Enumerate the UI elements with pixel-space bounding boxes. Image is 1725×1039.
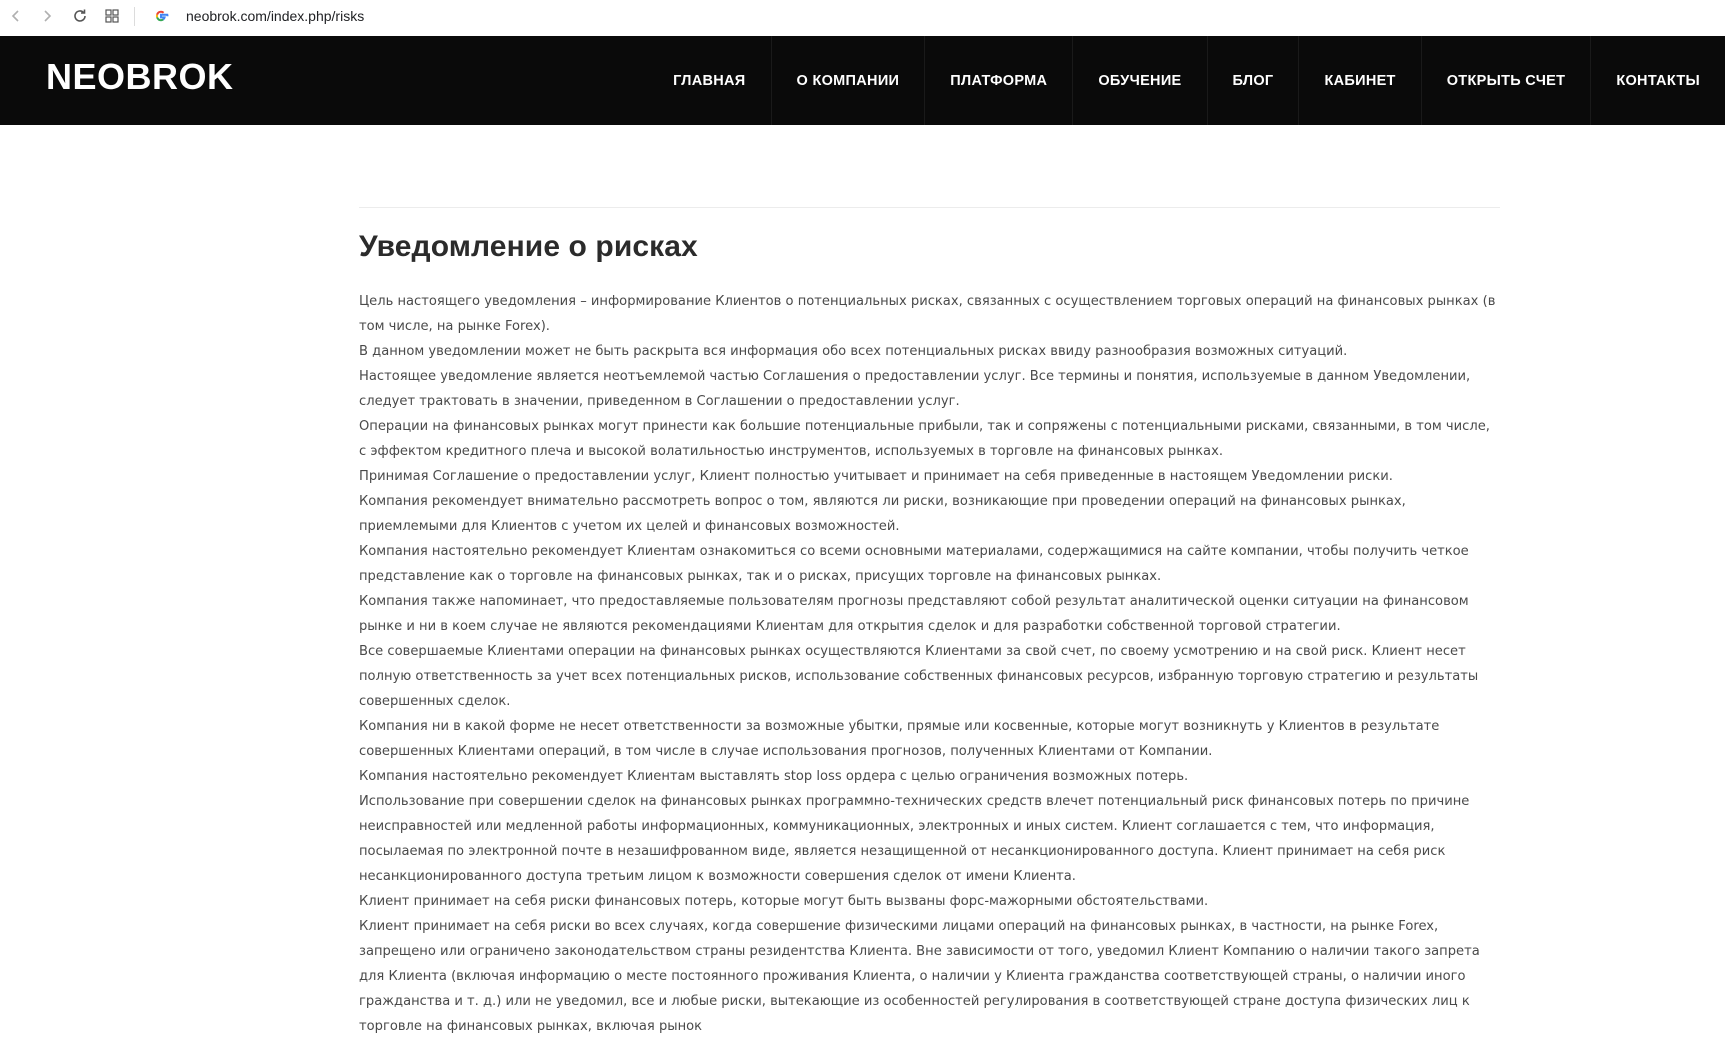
browser-toolbar xyxy=(0,0,1725,34)
google-icon xyxy=(152,7,170,25)
paragraph: Компания настоятельно рекомендует Клиентам выставлять stop loss ордера с целью ограничения возможных потерь. xyxy=(359,769,1189,784)
paragraph: Клиент принимает на себя риски финансовых потерь, которые могут быть вызваны форс-мажорными обстоятельствами. xyxy=(359,894,1209,909)
paragraph: Принимая Соглашение о предоставлении услуг, Клиент полностью учитывает и принимает на себя приведенные в настоящем Уведомлении риски. xyxy=(359,469,1393,484)
paragraph: Операции на финансовых рынках могут принести как большие потенциальные прибыли, так и сопряжены с потенциальными рисками, связанными, в том числе, с эффектом кредитного плеча и высокой волатильностью инструментов, используемых в торговле на финансовых рынках. xyxy=(359,419,1490,459)
nav-item-blog[interactable]: БЛОГ xyxy=(1207,36,1299,125)
reload-icon[interactable] xyxy=(70,6,90,26)
back-icon[interactable] xyxy=(6,6,26,26)
apps-grid-icon[interactable] xyxy=(102,6,122,26)
paragraph: Компания также напоминает, что предоставляемые пользователям прогнозы представляют собой результат аналитической оценки ситуации на финансовом рынке и ни в коем случае не являются рекомендациями Клиентам для открытия сделок и для разработки собственной торговой стратегии. xyxy=(359,594,1469,634)
page-title: Уведомление о рисках xyxy=(359,230,698,263)
paragraph: Компания настоятельно рекомендует Клиентам ознакомиться со всеми основными материалами, содержащимися на сайте компании, чтобы получить четкое представление как о торговле на финансовых рынках, так и о рисках, присущих торговле на финансовых рынках. xyxy=(359,544,1469,584)
paragraph: Компания рекомендует внимательно рассмотреть вопрос о том, являются ли риски, возникающие при проведении операций на финансовых рынках, приемлемыми для Клиентов с учетом их целей и финансовых возможностей. xyxy=(359,494,1406,534)
toolbar-divider xyxy=(134,7,135,26)
nav-item-education[interactable]: ОБУЧЕНИЕ xyxy=(1072,36,1206,125)
paragraph: Клиент принимает на себя риски во всех случаях, когда совершение физическими лицами операций на финансовых рынках, в частности, на рынке Forex, запрещено или ограничено законодательством страны резидентства Клиента. Вне зависимости от того, уведомил Клиент Компанию о наличии такого запрета для Клиента (включая информацию о месте постоянного проживания Клиента, о наличии у Клиента гражданства соответствующей страны, о наличии иного гражданства и т. д.) или не уведомил, все и любые риски, вытекающие из особенностей регулирования в соответствующей стране доступа физических лиц к торговле на финансовых рынках, включая рынок xyxy=(359,919,1480,1034)
paragraph: В данном уведомлении может не быть раскрыта вся информация обо всех потенциальных рисках ввиду разнообразия возможных ситуаций. xyxy=(359,344,1348,359)
paragraph: Цель настоящего уведомления – информирование Клиентов о потенциальных рисках, связанных с осуществлением торговых операций на финансовых рынках (в том числе, на рынке Forex). xyxy=(359,294,1496,334)
main-content xyxy=(359,207,1500,1039)
site-logo[interactable]: NEOBROK xyxy=(46,56,234,97)
content-divider xyxy=(359,207,1500,208)
paragraph: Компания ни в какой форме не несет ответственности за возможные убытки, прямые или косвенные, которые могут возникнуть у Клиентов в результате совершенных Клиентами операций, в том числе в случае использования прогнозов, полученных Клиентами от Компании. xyxy=(359,719,1440,759)
nav-item-cabinet[interactable]: КАБИНЕТ xyxy=(1298,36,1420,125)
nav-item-contacts[interactable]: КОНТАКТЫ xyxy=(1590,36,1725,125)
risk-notice-text xyxy=(359,289,1500,1039)
nav-item-platform[interactable]: ПЛАТФОРМА xyxy=(924,36,1072,125)
nav-item-open-account[interactable]: ОТКРЫТЬ СЧЕТ xyxy=(1421,36,1591,125)
paragraph: Настоящее уведомление является неотъемлемой частью Соглашения о предоставлении услуг. Все термины и понятия, используемые в данном Уведомлении, следует трактовать в значении, приведенном в Соглашении о предоставлении услуг. xyxy=(359,369,1471,409)
paragraph: Использование при совершении сделок на финансовых рынках программно-технических средств влечет потенциальный риск финансовых потерь по причине неисправностей или медленной работы информационных, коммуникационных, электронных и иных систем. Клиент соглашается с тем, что информация, посылаемая по электронной почте в незашифрованном виде, является незащищенной от несанкционированного доступа. Клиент принимает на себя риск несанкционированного доступа третьим лицом к возможности совершения сделок от имени Клиента. xyxy=(359,794,1470,884)
nav-item-home[interactable]: ГЛАВНАЯ xyxy=(673,72,746,89)
main-nav xyxy=(648,36,1725,125)
nav-item-about[interactable]: О КОМПАНИИ xyxy=(771,36,925,125)
site-header xyxy=(0,36,1725,125)
address-bar-url[interactable]: neobrok.com/index.php/risks xyxy=(186,8,365,24)
forward-icon[interactable] xyxy=(37,6,57,26)
paragraph: Все совершаемые Клиентами операции на финансовых рынках осуществляются Клиентами за свой счет, по своему усмотрению и на свой риск. Клиент несет полную ответственность за учет всех потенциальных рисков, использование собственных финансовых ресурсов, избранную торговую стратегию и результаты совершенных сделок. xyxy=(359,644,1479,709)
